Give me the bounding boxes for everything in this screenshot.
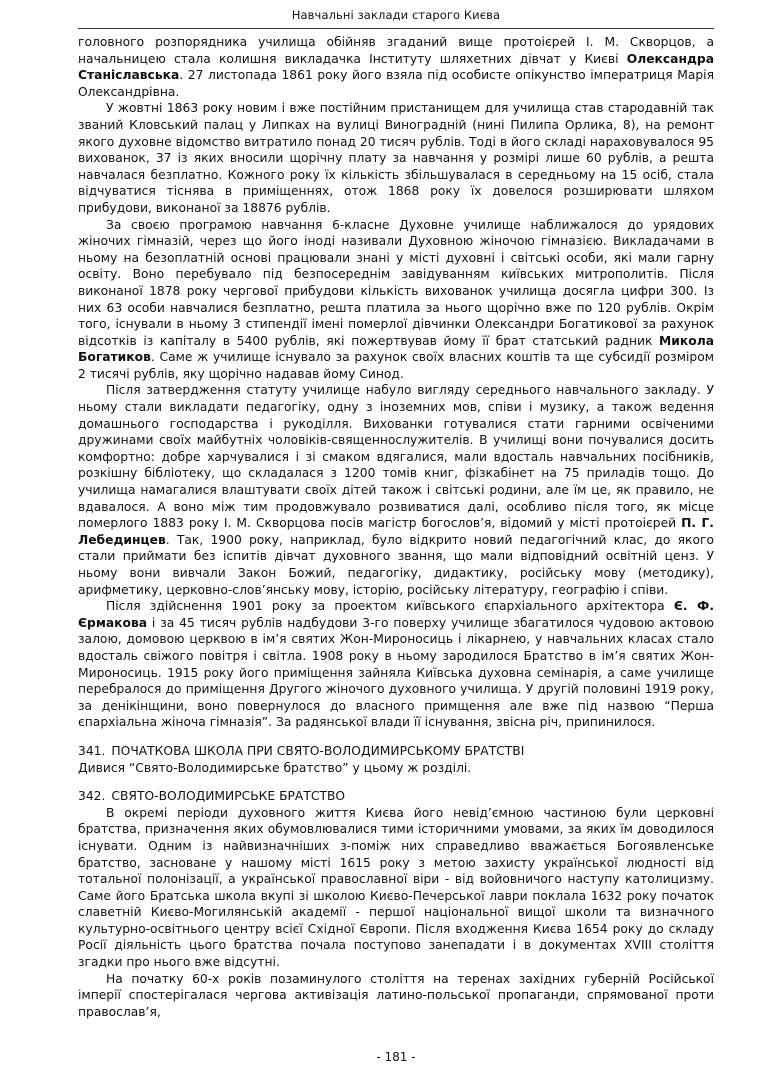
paragraph-1: головного розпорядника училища обійняв згаданий вище протоієрей І. М. Скворцов, а начальницею стала колишня викладачка Інституту шляхетних дівчат у Києві Олександра Станіславська. 27 листопада 1861 року його взяла під особисте опікунство імператриця Марія Олександрівна. [78,35,714,99]
paragraph-5: Після здійснення 1901 року за проектом київського єпархіального архітектора Є. Ф. Єрмакова і за 45 тисяч рублів надбудови 3-го поверху училище збагатилося чудовою актовою залою, домовою церквою в ім’я святих Жон-Мироносиць і лікарнею, у навчальних класах стало вдосталь свіжого повітря і світла. 1908 року в ньому зародилося Братство в ім’я святих Жон-Мироносиць. 1915 року його приміщення зайняла Київська духовна семінарія, а саме училище перебралося до приміщення Другого жіночого духовного училища. У другій половині 1919 року, за денікінщини, воно повернулося до власного примщення але вже під назвою “Перша єпархіальна жіноча гімназія”. За радянської влади її існування, звісна річ, припинилося. [78,599,715,730]
page-number: - 181 - [376,1050,416,1064]
paragraph-2: У жовтні 1863 року новим і вже постійним пристанищем для училища став стародавній так званий Кловський палац у Липках на вулиці Виноградній (нині Пилипа Орлика, 8), на ремонт якого духовне відомство витратило понад 20 тисяч рублів. Тоді в його складі нараховувалося 95 вихованок, 37 із яких вносили щорічну плату за навчання у розмірі лише 60 рублів, а решта навчалася безплатно. Кожного року їх кількість збільшувалася в середньому на 15 осіб, стала відчуватися тіснява в приміщеннях, отож 1868 року їх довелося розширювати шляхом прибудови, виконаної за 18876 рублів. [78,101,714,215]
paragraph-4: Після затвердження статуту училище набуло вигляду середнього навчального закладу. У ньому стали викладати педагогіку, одну з іноземних мов, співи і музику, а також ведення домашнього господарства і рукоділля. Вихованки готувалися стати гарними освіченими дружинами своїх майбутніх чоловіків-священнослужителів. В училищі вони почувалися досить комфортно: добре харчувалися і зі смаком вдягалися, мали вдосталь навчальних посібників, розкішну бібліотеку, що складалася з 1200 томів книг, фізкабінет на 75 приладів тощо. До училища намагалися влаштувати своїх дітей також і світські родини, але їм це, як правило, не вдавалося. А воно між тим продовжувало розвиватися далі, особливо після того, як місце померлого 1883 року І. М. Скворцова посів магістр богослов’я, відомий у місті протоієрей П. Г. Лебединцев. Так, 1900 року, наприклад, було відкрито новий педагогічний клас, до якого стали приймати без іспитів дівчат духовного звання, що мали відповідний освітній ценз. У ньому вони вивчали Закон Божий, педагогіку, дидактику, російську мову (методику), арифметику, церковно-слов’янську мову, історію, російську літературу, географію і співи. [78,383,714,597]
entry-341-title: 341. ПОЧАТКОВА ШКОЛА ПРИ СВЯТО-ВОЛОДИМИРСЬКОМУ БРАТСТВІ [78,743,525,758]
entry-341-text: Дивися “Свято-Володимирське братство” у цьому ж розділі. [78,760,472,775]
paragraph-3: За своєю програмою навчання 6-класне Духовне училище наближалося до урядових жіночих гімназій, через що його іноді називали Духовною жіночою гімназією. Викладачами в ньому на безоплатній основі працювали знані у місті духовні і світські особи, які мали гарну освіту. Воно перебувало під безпосереднім завідуванням київських митрополитів. Після виконаної 1878 року чергової прибудови кількість вихованок училища досягла цифри 300. Із них 63 особи навчалися безплатно, решта платила за нього щорічно вже по 120 рублів. Окрім того, існували в ньому 3 стипендії імені померлої дівчинки Олександри Богатикової за рахунок відсотків із капіталу в 5400 рублів, які пожертвував йому її брат статський радник Микола Богатиков. Саме ж училище існувало за рахунок своїх власних коштів та ще субсидії розміром 2 тисячі рублів, яку щорічно надавав йому Синод. [78,217,714,381]
bold-name: Олександра Станіславська [78,51,714,83]
entry-342-title: 342. СВЯТО-ВОЛОДИМИРСЬКЕ БРАТСТВО [78,789,346,804]
bold-name: П. Г. Лебединцев [78,516,714,547]
running-header: Навчальні заклади старого Києва [291,8,501,22]
bold-name: Микола Богатиков [78,333,714,365]
page-content [78,34,714,1020]
header-rule [78,28,714,29]
bold-name: Є. Ф. Єрмакова [78,599,715,630]
entry-342-paragraph-1: В окремі періоди духовного життя Києва його невід’ємною частиною були церковні братства, призначення яких обумовлювалися тими історичними умовами, за яких їм доводилося існувати. Одним із найвизначніших з-поміж них справедливо вважається Богоявленське братство, засноване у нашому місті 1615 року з метою захисту української людності від тотальної полонізації, а української православної віри - від войовничого наступу католицизму. Саме його Братська школа вкупі зі школою Києво-Печерської лаври поклала 1632 року початок славетній Києво-Могилянській академії - першої національної вищої школи та визначного культурно-освітнього центру всієї Східної Європи. Після входження Києва 1654 року до складу Росії діяльність цього братства почала поступово занепадати і в документах XVIII століття згадки про нього вже відсутні. [78,805,714,970]
entry-342-paragraph-2: На початку 60-х років позаминулого століття на теренах західних губерній Російської імперії спостерігалася чергова активізація латино-польської пропаганди, спрямованої проти православ’я, [78,971,714,1019]
